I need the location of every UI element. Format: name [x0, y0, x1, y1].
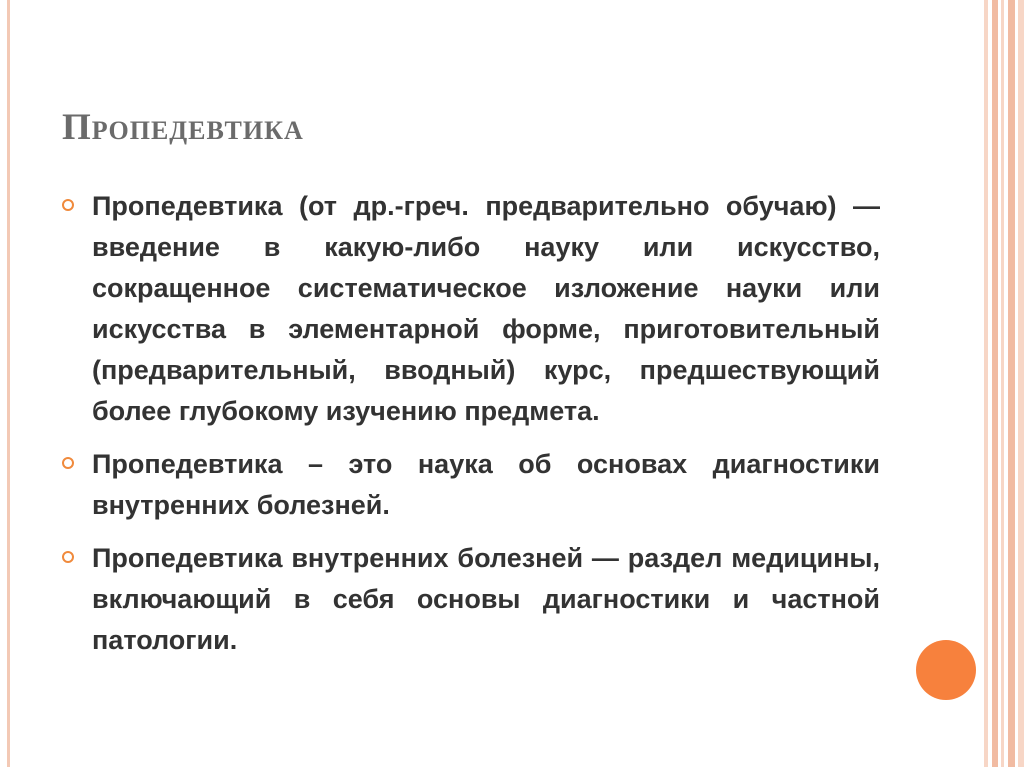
bullet-text: Пропедевтика – это наука об основах диагностики внутренних болезней.	[92, 449, 880, 520]
ring-bullet-icon	[62, 199, 74, 211]
bullet-item	[62, 538, 880, 661]
slide-title: Пропедевтика	[62, 107, 304, 148]
ring-bullet-icon	[62, 457, 74, 469]
bullet-list	[62, 186, 880, 673]
bullet-text: Пропедевтика внутренних болезней — раздел медицины, включающий в себя основы диагностики и частной патологии.	[92, 543, 880, 655]
bullet-item	[62, 186, 880, 432]
bullet-text: Пропедевтика (от др.-греч. предварительно обучаю) — введение в какую-либо науку или искусство, сокращенное систематическое изложение науки или искусства в элементарной форме, приготовительный (предварительный, вводный) курс, предшествующий более глубокому изучению предмета.	[92, 191, 880, 426]
decorative-orange-circle	[916, 640, 976, 700]
ring-bullet-icon	[62, 551, 74, 563]
bullet-item	[62, 444, 880, 526]
right-stripe	[1008, 0, 1015, 767]
right-stripe	[992, 0, 998, 767]
right-stripe	[1018, 0, 1024, 767]
right-stripe	[984, 0, 988, 767]
right-stripe	[1001, 0, 1004, 767]
left-border-line	[7, 0, 10, 767]
